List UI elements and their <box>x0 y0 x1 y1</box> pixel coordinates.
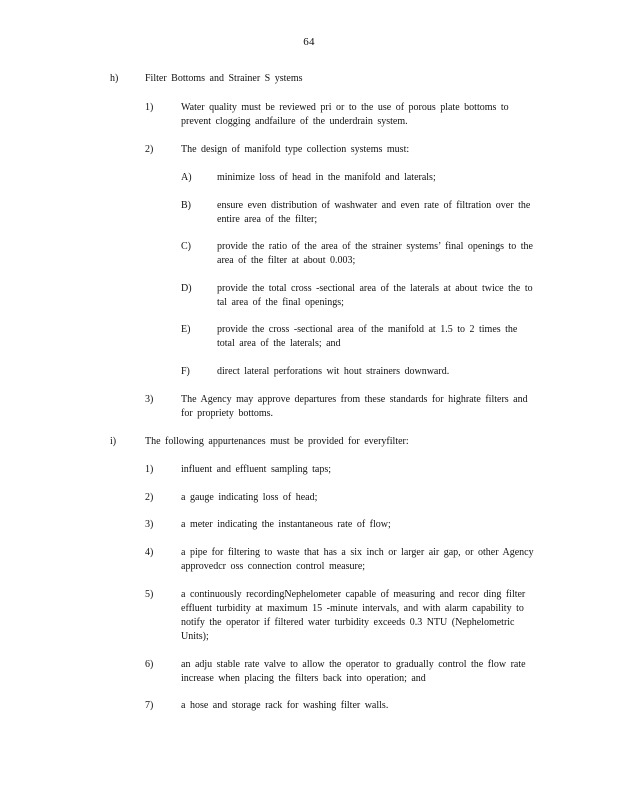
list-item-text: a gauge indicating loss of head; <box>181 492 318 503</box>
list-item-text: an adju stable rate valve to allow the operator to gradually control the flow rate increase when placing the filters back into operation; and <box>181 659 526 684</box>
list-marker: 6) <box>145 659 154 670</box>
list-marker: F) <box>181 366 190 377</box>
list-item-text: a continuously recordingNephelometer capable of measuring and recor ding filter effluent turbidity at maximum 15 -minute intervals, and with alarm capability to notify the operator if filtered water turbidity exceeds 0.3 NTU (Nephelometric Units); <box>181 589 526 642</box>
list-marker: 2) <box>145 492 154 503</box>
list-item-text: The Agency may approve departures from these standards for highrate filters and for propriety bottoms. <box>181 394 528 419</box>
list-item-text: direct lateral perforations wit hout strainers downward. <box>217 366 450 377</box>
list-marker: 2) <box>145 144 154 155</box>
list-marker: 4) <box>145 547 154 558</box>
list-item-text: Water quality must be reviewed pri or to the use of porous plate bottoms to prevent clogging andfailure of the underdrain system. <box>181 102 509 127</box>
list-marker: E) <box>181 324 191 335</box>
list-item-text: The following appurtenances must be provided for everyfilter: <box>145 436 409 447</box>
list-item-text: a hose and storage rack for washing filter walls. <box>181 700 389 711</box>
list-marker: h) <box>110 73 119 84</box>
list-item-text: a pipe for filtering to waste that has a six inch or larger air gap, or other Agency approvedcr oss connection control measure; <box>181 547 534 572</box>
list-marker: 5) <box>145 589 154 600</box>
list-marker: A) <box>181 172 192 183</box>
list-item-text: provide the cross -sectional area of the manifold at 1.5 to 2 times the total area of the laterals; and <box>217 324 518 349</box>
page-number: 64 <box>303 36 315 48</box>
list-marker: 3) <box>145 519 154 530</box>
list-item-text: provide the ratio of the area of the strainer systems’ final openings to the area of the filter at about 0.003; <box>217 241 533 266</box>
list-marker: 3) <box>145 394 154 405</box>
list-item-text: provide the total cross -sectional area of the laterals at about twice the to tal area of the final openings; <box>217 283 533 308</box>
list-marker: 1) <box>145 102 154 113</box>
list-marker: B) <box>181 200 191 211</box>
list-item-text: ensure even distribution of washwater and even rate of filtration over the entire area of the filter; <box>217 200 531 225</box>
list-item-text: influent and effluent sampling taps; <box>181 464 332 475</box>
list-marker: D) <box>181 283 192 294</box>
list-marker: 7) <box>145 700 154 711</box>
list-marker: C) <box>181 241 191 252</box>
list-marker: i) <box>110 436 117 447</box>
list-item-text: The design of manifold type collection systems must: <box>181 144 410 155</box>
list-item-text: minimize loss of head in the manifold and laterals; <box>217 172 436 183</box>
list-item-text: Filter Bottoms and Strainer S ystems <box>145 73 303 84</box>
list-item-text: a meter indicating the instantaneous rate of flow; <box>181 519 391 530</box>
list-marker: 1) <box>145 464 154 475</box>
